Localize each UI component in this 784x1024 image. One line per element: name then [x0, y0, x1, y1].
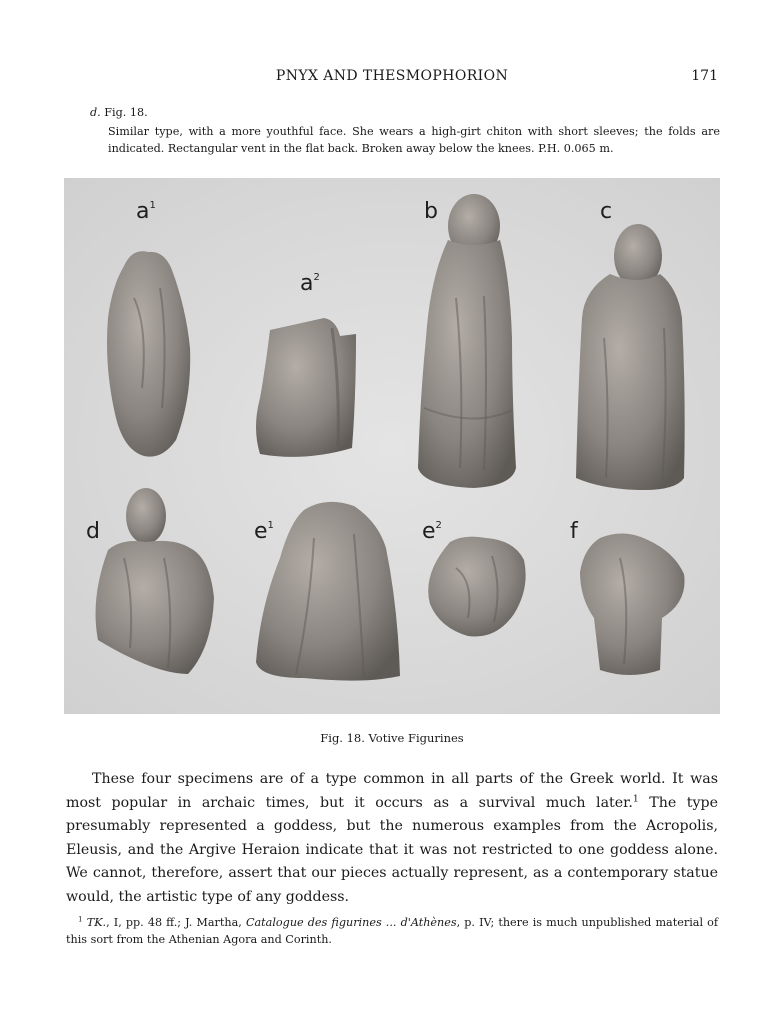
running-head: PNYX AND THESMOPHORION — [275, 68, 509, 84]
figurine-a2 — [256, 318, 356, 457]
label-b: b — [424, 199, 438, 224]
body-text-part2: The type presumably represented a goddess, but the numerous examples from the Acropolis, Eleusis, and the Argive Heraion indicate that it was not restricted to one goddess alone. We cannot, therefore, assert that our pieces actually represent, as a contemporary statue would, the artistic type of any goddess. — [66, 794, 718, 905]
page-header — [66, 68, 718, 88]
page-number: 171 — [691, 68, 718, 84]
label-a1: $a^1$ — [136, 199, 156, 224]
label-d: d — [86, 519, 100, 544]
footnote-abbr: TK. — [86, 916, 107, 929]
label-e2: $e^2$ — [422, 519, 442, 544]
entry-letter: d. — [90, 106, 101, 119]
figure-plate — [64, 178, 720, 714]
entry-fig-ref: Fig. 18. — [104, 106, 148, 119]
label-e1: $e^1$ — [254, 519, 274, 544]
footnote-title: Catalogue des figurines ... d'Athènes — [245, 916, 457, 929]
entry-label — [90, 104, 720, 121]
footnote-text-2: , p. IV; there is much unpublished material of this sort from the Athenian Agora and Corinth. — [66, 916, 718, 946]
label-a2: $a^2$ — [300, 271, 320, 296]
body-text-part1: These four specimens are of a type common in all parts of the Greek world. It was most popular in archaic times, but it occurs as a survival much later. — [66, 771, 718, 811]
body-paragraph — [66, 768, 718, 909]
footnote-text-1: , I, pp. 48 ff.; J. Martha, — [106, 916, 246, 929]
entry-description: Similar type, with a more youthful face. She wears a high-girt chiton with short sleeves; the folds are indicated. Rectangular vent in the flat back. Broken away below the knees. P.H. 0.065 m. — [108, 125, 720, 155]
footnote — [66, 914, 718, 948]
label-f: f — [570, 519, 578, 544]
figurines-photo — [64, 178, 720, 714]
footnote-marker: 1 — [78, 914, 83, 924]
footnote-reference: 1 — [632, 792, 639, 804]
catalogue-entry — [90, 104, 720, 157]
label-c: c — [600, 199, 613, 224]
figure-caption: Fig. 18. Votive Figurines — [320, 731, 464, 745]
